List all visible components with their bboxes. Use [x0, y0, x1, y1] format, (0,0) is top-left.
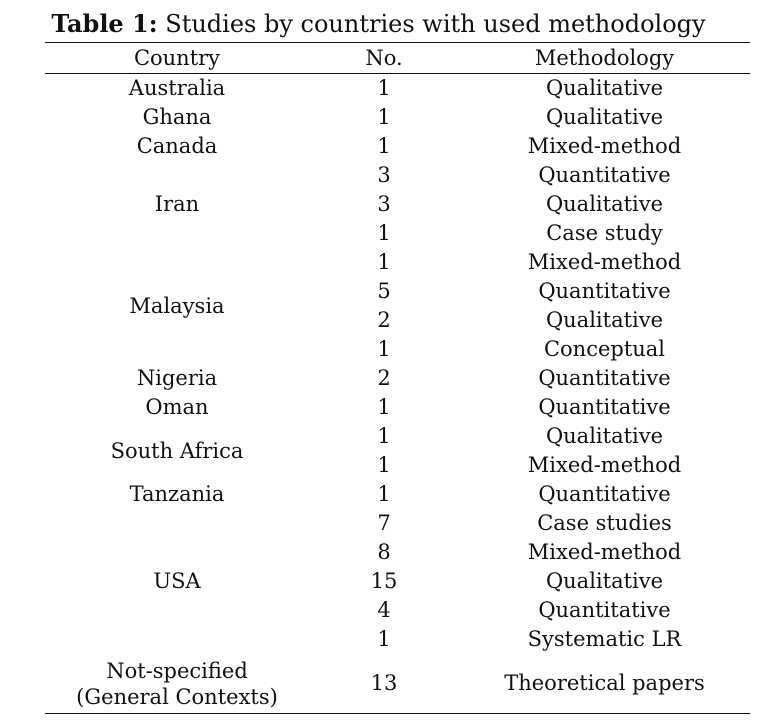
methodology-cell: Mixed-method [527, 540, 682, 564]
methodology-cell: Mixed-method [527, 453, 682, 477]
methodology-cell: Qualitative [545, 569, 664, 593]
count-cell: 1 [377, 250, 391, 274]
count-cell: 1 [377, 424, 391, 448]
count-cell: 1 [377, 105, 391, 129]
table-row [45, 74, 750, 104]
methodology-cell: Case studies [537, 511, 672, 535]
country-cell: Tanzania [129, 482, 225, 506]
table-row [45, 654, 750, 714]
country-cell-line-1: Not-specified [106, 658, 248, 683]
count-column-header: No. [309, 43, 459, 74]
methodology-cell: Qualitative [545, 424, 664, 448]
table-row [45, 132, 750, 161]
methodology-table [45, 42, 750, 714]
count-cell: 1 [377, 453, 391, 477]
methodology-cell: Conceptual [543, 337, 666, 361]
count-cell: 13 [309, 654, 459, 714]
table-row [45, 509, 750, 538]
methodology-cell: Qualitative [545, 308, 664, 332]
methodology-cell: Quantitative [538, 395, 671, 419]
table-row [45, 364, 750, 393]
country-cell: Oman [145, 395, 209, 419]
table-row [45, 480, 750, 509]
methodology-cell: Qualitative [545, 76, 664, 100]
count-cell: 1 [377, 482, 391, 506]
count-cell: 15 [370, 569, 398, 593]
table-row [45, 161, 750, 190]
methodology-cell: Quantitative [538, 366, 671, 390]
table-caption-text: Studies by countries with used methodology [157, 10, 706, 38]
country-cell: USA [153, 569, 201, 593]
count-cell: 1 [377, 134, 391, 158]
methodology-cell: Qualitative [545, 192, 664, 216]
country-cell: Malaysia [129, 293, 225, 318]
table-row [45, 393, 750, 422]
country-cell-line-2: (General Contexts) [76, 684, 278, 709]
methodology-cell: Systematic LR [527, 627, 682, 651]
methodology-column-header: Methodology [459, 43, 750, 74]
methodology-cell: Mixed-method [527, 134, 682, 158]
count-cell: 7 [377, 511, 391, 535]
methodology-cell: Mixed-method [527, 250, 682, 274]
table-row [45, 103, 750, 132]
count-cell: 2 [377, 308, 391, 332]
table-caption [0, 8, 757, 40]
methodology-cell: Quantitative [538, 279, 671, 303]
country-cell [45, 654, 309, 714]
methodology-cell: Case study [546, 221, 663, 245]
table-row [45, 248, 750, 277]
methodology-cell: Theoretical papers [459, 654, 750, 714]
country-cell: Nigeria [136, 366, 218, 390]
count-cell: 1 [377, 627, 391, 651]
count-cell: 2 [377, 366, 391, 390]
table-caption-label: Table 1: [51, 9, 158, 38]
count-cell: 3 [377, 192, 391, 216]
country-cell: South Africa [110, 438, 244, 463]
methodology-cell: Quantitative [538, 598, 671, 622]
table-header-row [45, 43, 750, 74]
country-cell: Iran [154, 192, 200, 216]
country-cell: Ghana [142, 105, 212, 129]
methodology-cell: Quantitative [538, 163, 671, 187]
count-cell: 1 [377, 395, 391, 419]
count-cell: 8 [377, 540, 391, 564]
count-cell: 1 [377, 337, 391, 361]
count-cell: 3 [377, 163, 391, 187]
count-cell: 4 [377, 598, 391, 622]
methodology-cell: Qualitative [545, 105, 664, 129]
country-cell: Canada [136, 134, 218, 158]
country-cell: Australia [128, 76, 226, 100]
count-cell: 1 [377, 221, 391, 245]
count-cell: 5 [377, 279, 391, 303]
methodology-cell: Quantitative [538, 482, 671, 506]
table-row [45, 422, 750, 451]
count-cell: 1 [377, 76, 391, 100]
country-column-header: Country [45, 43, 309, 74]
